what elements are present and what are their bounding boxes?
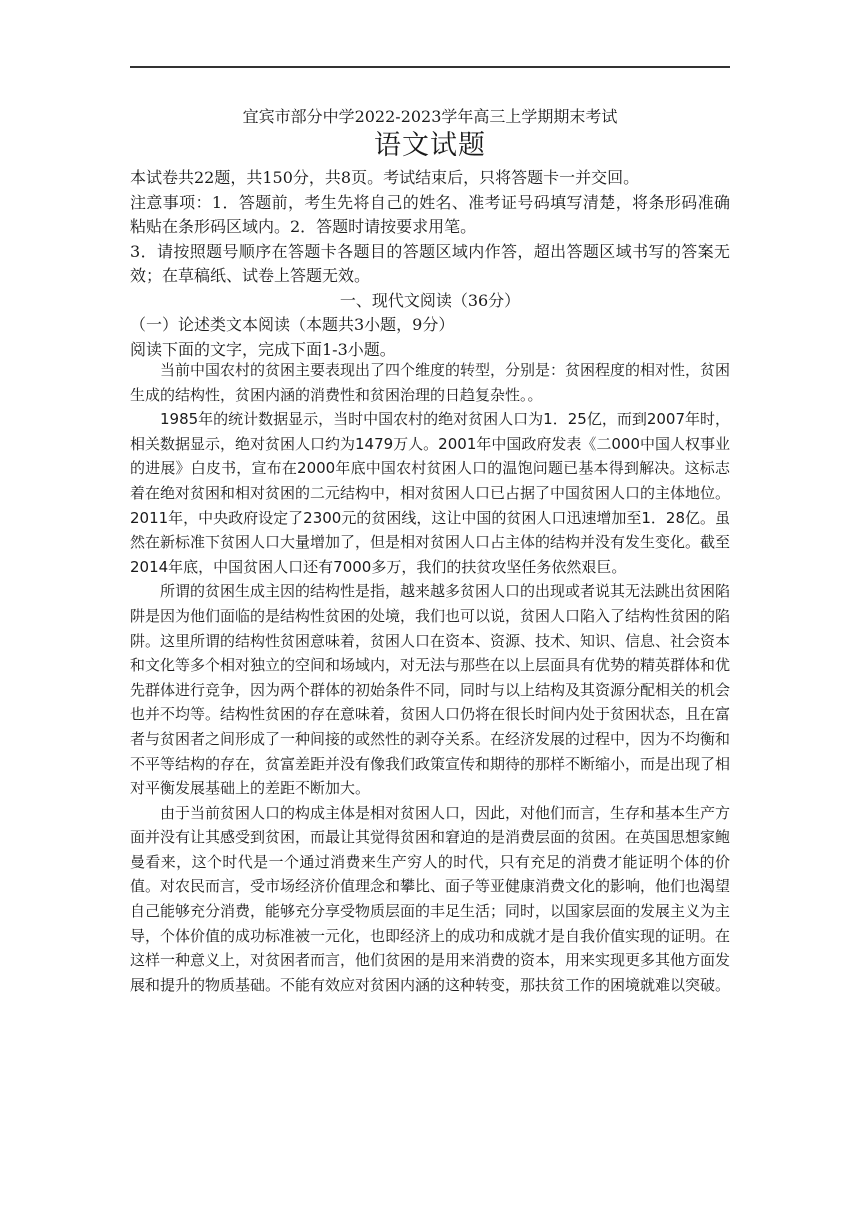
passage-paragraph-4: 由于当前贫困人口的构成主体是相对贫困人口，因此，对他们而言，生存和基本生产方面并没有让其感受到贫困，而最让其觉得贫困和窘迫的是消费层面的贫困。在英国思想家鲍曼看来，这个时代是一个通过消费来生产穷人的时代，只有充足的消费才能证明个体的价值。对农民而言，受市场经济价值理念和攀比、面子等亚健康消费文化的影响，他们也渴望自己能够充分消费，能够充分享受物质层面的丰足生活；同时，以国家层面的发展主义为主导，个体价值的成功标准被一元化，也即经济上的成功和成就才是自我价值实现的证明。在这样一种意义上，对贫困者而言，他们贫困的是用来消费的资本，用来实现更多其他方面发展和提升的物质基础。不能有效应对贫困内涵的这种转变，那扶贫工作的困境就难以突破。 (130, 803, 731, 994)
header-rule (130, 66, 730, 68)
section-heading: 一、现代文阅读（36分） (339, 290, 521, 310)
reading-prompt: 阅读下面的文字，完成下面1-3小题。 (130, 339, 396, 359)
passage-paragraph-2: 1985年的统计数据显示，当时中国农村的绝对贫困人口为1．25亿，而到2007年时，相关数据显示，绝对贫困人口约为1479万人。2001年中国政府发表《二000中国人权事业的进展》白皮书，宣布在2000年底中国农村贫困人口的温饱问题已基本得到解决。这标志着在绝对贫困和相对贫困的二元结构中，相对贫困人口已占据了中国贫困人口的主体地位。2011年，中央政府设定了2300元的贫困线，这让中国的贫困人口迅速增加至1．28亿。虽然在新标准下贫困人口大量增加了，但是相对贫困人口占主体的结构并没有发生变化。截至2014年底，中国贫困人口还有7000多万，我们的扶贫攻坚任务依然艰巨。 (130, 410, 731, 576)
notice-items-1-2: 注意事项：1．答题前，考生先将自己的姓名、准考证号码填写清楚，将条形码准确粘贴在条形码区域内。2．答题时请按要求用笔。 (130, 192, 730, 236)
instructions-block (130, 166, 730, 362)
exam-overview: 本试卷共22题，共150分，共8页。考试结束后，只将答题卡一并交回。 (130, 168, 640, 187)
subject-title: 语文试题 (374, 130, 486, 161)
notice-item-3: 3．请按照题号顺序在答题卡各题目的答题区域内作答，超出答题区域书写的答案无效；在草稿纸、试卷上答题无效。 (130, 241, 730, 285)
subsection-heading: （一）论述类文本阅读（本题共3小题，9分） (130, 315, 455, 334)
reading-passage (130, 358, 730, 997)
exam-title: 宜宾市部分中学2022-2023学年高三上学期期末考试 (242, 107, 618, 126)
passage-paragraph-1: 当前中国农村的贫困主要表现出了四个维度的转型，分别是：贫困程度的相对性，贫困生成的结构性，贫困内涵的消费性和贫困治理的日趋复杂性。。 (130, 361, 731, 404)
passage-paragraph-3: 所谓的贫困生成主因的结构性是指，越来越多贫困人口的出现或者说其无法跳出贫困陷阱是因为他们面临的是结构性贫困的处境，我们也可以说，贫困人口陷入了结构性贫困的陷阱。这里所谓的结构性贫困意味着，贫困人口在资本、资源、技术、知识、信息、社会资本和文化等多个相对独立的空间和场域内，对无法与那些在以上层面具有优势的精英群体和优先群体进行竞争，因为两个群体的初始条件不同，同时与以上结构及其资源分配相关的机会也并不均等。结构性贫困的存在意味着，贫困人口仍将在很长时间内处于贫困状态，且在富者与贫困者之间形成了一种间接的或然性的剥夺关系。在经济发展的过程中，因为不均衡和不平等结构的存在，贫富差距并没有像我们政策宣传和期待的那样不断缩小，而是出现了相对平衡发展基础上的差距不断加大。 (130, 582, 731, 798)
